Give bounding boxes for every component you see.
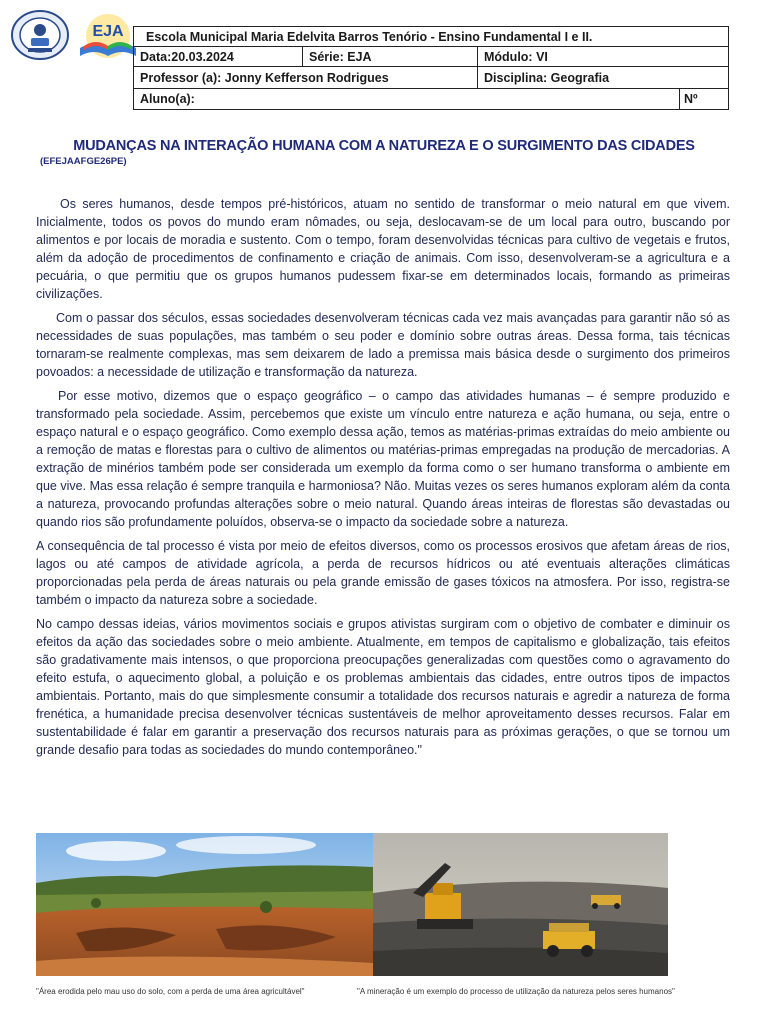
school-name: Escola Municipal Maria Edelvita Barros Tenório - Ensino Fundamental I e II. [134,27,729,47]
aluno-field[interactable]: Aluno(a): [140,92,195,106]
date-cell: Data:20.03.2024 [134,47,303,67]
school-seal-logo [11,10,69,60]
paragraph: No campo dessas ideias, vários movimentos sociais e grupos ativistas surgiram com o objetivo de combater e diminuir os efeitos da ação das sociedades sobre o meio ambiente. Atualmente, em tempos de capitalismo e globalização, tais efeitos são gradativamente mais intensos, o que proporciona preocupações generalizadas com questões como o agravamento do efeito estufa, o aquecimento global, a poluição e os problemas ambientais das cidades, entre outros tipos de impactos ambientais. Portanto, mais do que simplesmente consumir a totalidade dos recursos naturais e agredir a natureza de forma frenética, a humanidade precisa desenvolver técnicas sustentáveis de melhor aproveitamento desses recursos. Falar em sustentabilidade é falar em garantir a preservação dos recursos naturais para as próximas gerações, o que se tornou um grande desafio para todas as sociedades do mundo contemporâneo." [36,617,730,757]
disciplina-cell: Disciplina: Geografia [478,67,729,89]
professor-cell: Professor (a): Jonny Kefferson Rodrigues [134,67,478,89]
mining-photo [373,833,668,976]
page-title: MUDANÇAS NA INTERAÇÃO HUMANA COM A NATUREZA E O SURGIMENTO DAS CIDADES [73,138,695,154]
paragraph: Por esse motivo, dizemos que o espaço geográfico – o campo das atividades humanas – é sempre produzido e transformado pela sociedade. Assim, percebemos que existe um vínculo entre natureza e ação humana, ou seja, entre o espaço natural e o espaço geográfico. Como exemplo dessa ação, temos as matérias-primas extraídas do meio ambiente ou a remoção de matas e florestas para o cultivo de alimentos ou matérias-primas empregadas na produção de mercadorias. A extração de minérios também pode ser considerada um exemplo da forma como o ser humano transforma o ambiente em que vive. Mas essa relação é sempre tranquila e harmoniosa? Não. Muitas vezes os seres humanos exploram além da conta a natureza, provocando profundas alterações sobre o meio natural. Quando áreas inteiras de florestas são devastadas ou quando rios são profundamente poluídos, observa-se o impacto da sociedade sobre a natureza. [36,389,730,529]
eja-logo [74,10,142,62]
numero-field[interactable]: Nº [679,89,728,109]
paragraph: A consequência de tal processo é vista por meio de efeitos diversos, como os processos erosivos que afetam áreas de rios, lagos ou até campos de atividade agrícola, a perda de recursos hídricos ou até eventuais alterações climáticas proporcionadas pela perda de áreas naturais ou pela grande emissão de gases tóxicos na atmosfera. Por isso, registra-se também o impacto da natureza sobre a sociedade. [36,539,730,607]
erosion-caption: "Área erodida pelo mau uso do solo, com a perda de uma área agricultável" [36,987,305,996]
erosion-photo [36,833,373,976]
svg-text:EJA: EJA [92,23,124,40]
serie-cell: Série: EJA [303,47,478,67]
header-table [133,26,729,110]
paragraph: Com o passar dos séculos, essas sociedades desenvolveram técnicas cada vez mais avançadas para garantir não só as necessidades de suas populações, mas também o seu poder e domínio sobre outras áreas. Dessa forma, tais técnicas tornaram-se realmente complexas, mas sem deixarem de lado a premissa mais básica desde o surgimento dos primeiros povoados: a necessidade de utilização e transformação da natureza. [36,311,730,379]
bncc-code: (EFEJAAFGE26PE) [40,156,127,167]
mining-caption: "A mineração é um exemplo do processo de utilização da natureza pelos seres humanos" [357,987,675,996]
paragraph: Os seres humanos, desde tempos pré-históricos, atuam no sentido de transformar o meio natural em que vivem. Inicialmente, todos os povos do mundo eram nômades, ou seja, deslocavam-se de um local para outro, buscando por alimentos e por locais de moradia e sustento. Com o tempo, foram desenvolvidas técnicas para cultivo de vegetais e frutos, além da adoção de procedimentos de confinamento e criação de animais. Com isso, desenvolveram-se a agricultura e a pecuária, o que permitiu que os grupos humanos pudessem fixar-se em determinados locais, formando as primeiras civilizações. [36,197,730,301]
modulo-cell: Módulo: VI [478,47,729,67]
article-body [36,195,730,765]
